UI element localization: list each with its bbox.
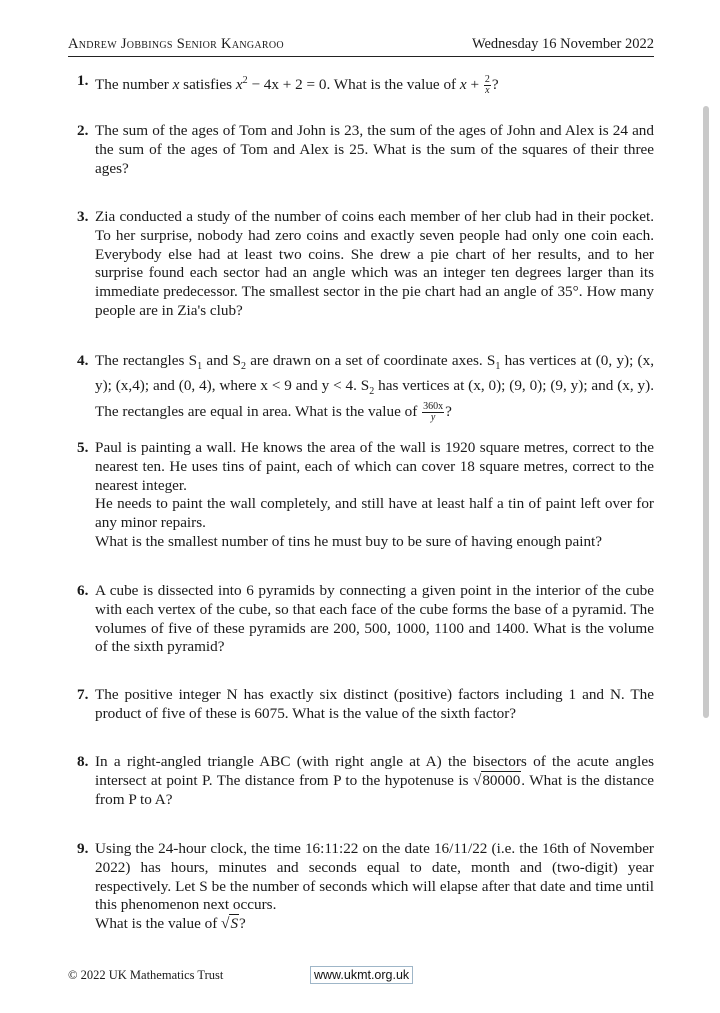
page-header [68,34,654,57]
vertical-scrollbar[interactable] [703,106,709,718]
question-7 [68,686,654,724]
question-8 [68,753,654,809]
question-text: Using the 24-hour clock, the time 16:11:22 on the date 16/11/22 (i.e. the 16th of November 2022) has hours, minutes and seconds equal to date, month and (two-digit) year respectively. Let S be the number of seconds which will elapse after that date and time until this phenomenon next occurs. What is the value of √S? [95,840,654,933]
question-number: 4. [77,352,89,369]
fraction: $\frac{2}{x}$ [484,74,490,97]
question-4 [68,352,654,423]
question-text: In a right-angled triangle ABC (with right angle at A) the bisectors of the acute angles intersect at point P. The distance from P to the hypotenuse is √80000. What is the distance from P to A? [95,753,655,808]
ukmt-website-link[interactable]: www.ukmt.org.uk [310,966,413,984]
question-number: 2. [77,122,89,139]
question-number: 5. [77,439,89,456]
question-number: 8. [77,753,89,770]
question-number: 3. [77,208,89,225]
square-root: √80000 [472,771,521,789]
question-number: 1. [77,72,89,89]
question-3 [68,208,654,321]
question-1 [68,72,654,96]
question-text: The rectangles $S_1$ and $S_2$ are drawn on a set of coordinate axes. $S_1$ has vertices at (0, y); (x, y); (x,4); and (0, 4), where x < 9 and y < 4. $S_2$ has vertices at (x, 0); (9, 0); (9, y); and (x, y). The rectangles are equal in area. What is the value of $\frac{360x}{y}$ ? [95,352,654,423]
question-number: 7. [77,686,89,703]
question-9 [68,840,654,934]
question-text: The number x satisfies $x^2 - 4x + 2 = 0$. What is the value of x + $\frac{2}{x}$ ? [95,74,499,97]
question-text: Paul is painting a wall. He knows the area of the wall is 1920 square metres, correct to the nearest ten. He uses tins of paint, each of which can cover 18 square metres, correct to the nearest integer. He needs to paint the wall completely, and still have at least half a tin of paint left over for any minor repairs. What is the smallest number of tins he must buy to be sure of having enough paint? [95,439,654,550]
copyright-notice: © 2022 UK Mathematics Trust [68,968,224,982]
question-text: A cube is dissected into 6 pyramids by connecting a given point in the interior of the cube with each vertex of the cube, so that each face of the cube forms the base of a pyramid. The volumes of five of these pyramids are 200, 500, 1000, 1100 and 1400. What is the volume of the sixth pyramid? [95,582,654,656]
fraction: $\frac{360x}{y}$ [423,400,444,423]
question-text: Zia conducted a study of the number of coins each member of her club had in their pocket. To her surprise, nobody had zero coins and exactly seven people had only one coin each. Everybody else had at least two coins. She drew a pie chart of her results, and to her surprise found each sector had an angle which was an integer ten degrees larger than its immediate predecessor. The smallest sector in the pie chart had an angle of 35°. How many people are in Zia's club? [95,208,654,319]
square-root: √S [221,915,239,933]
question-number: 9. [77,840,89,857]
question-text: The sum of the ages of Tom and John is 23, the sum of the ages of John and Alex is 24 and the sum of the ages of Tom and Alex is 25. What is the sum of the squares of their three ages? [95,122,654,177]
question-5 [68,439,654,552]
question-number: 6. [77,582,89,599]
question-2 [68,122,654,178]
question-text: The positive integer N has exactly six distinct (positive) factors including 1 and N. The product of five of these is 6075. What is the value of the sixth factor? [95,686,654,722]
header-author: Andrew Jobbings Senior Kangaroo [68,36,284,52]
header-date: Wednesday 16 November 2022 [471,36,654,52]
question-6 [68,582,654,657]
